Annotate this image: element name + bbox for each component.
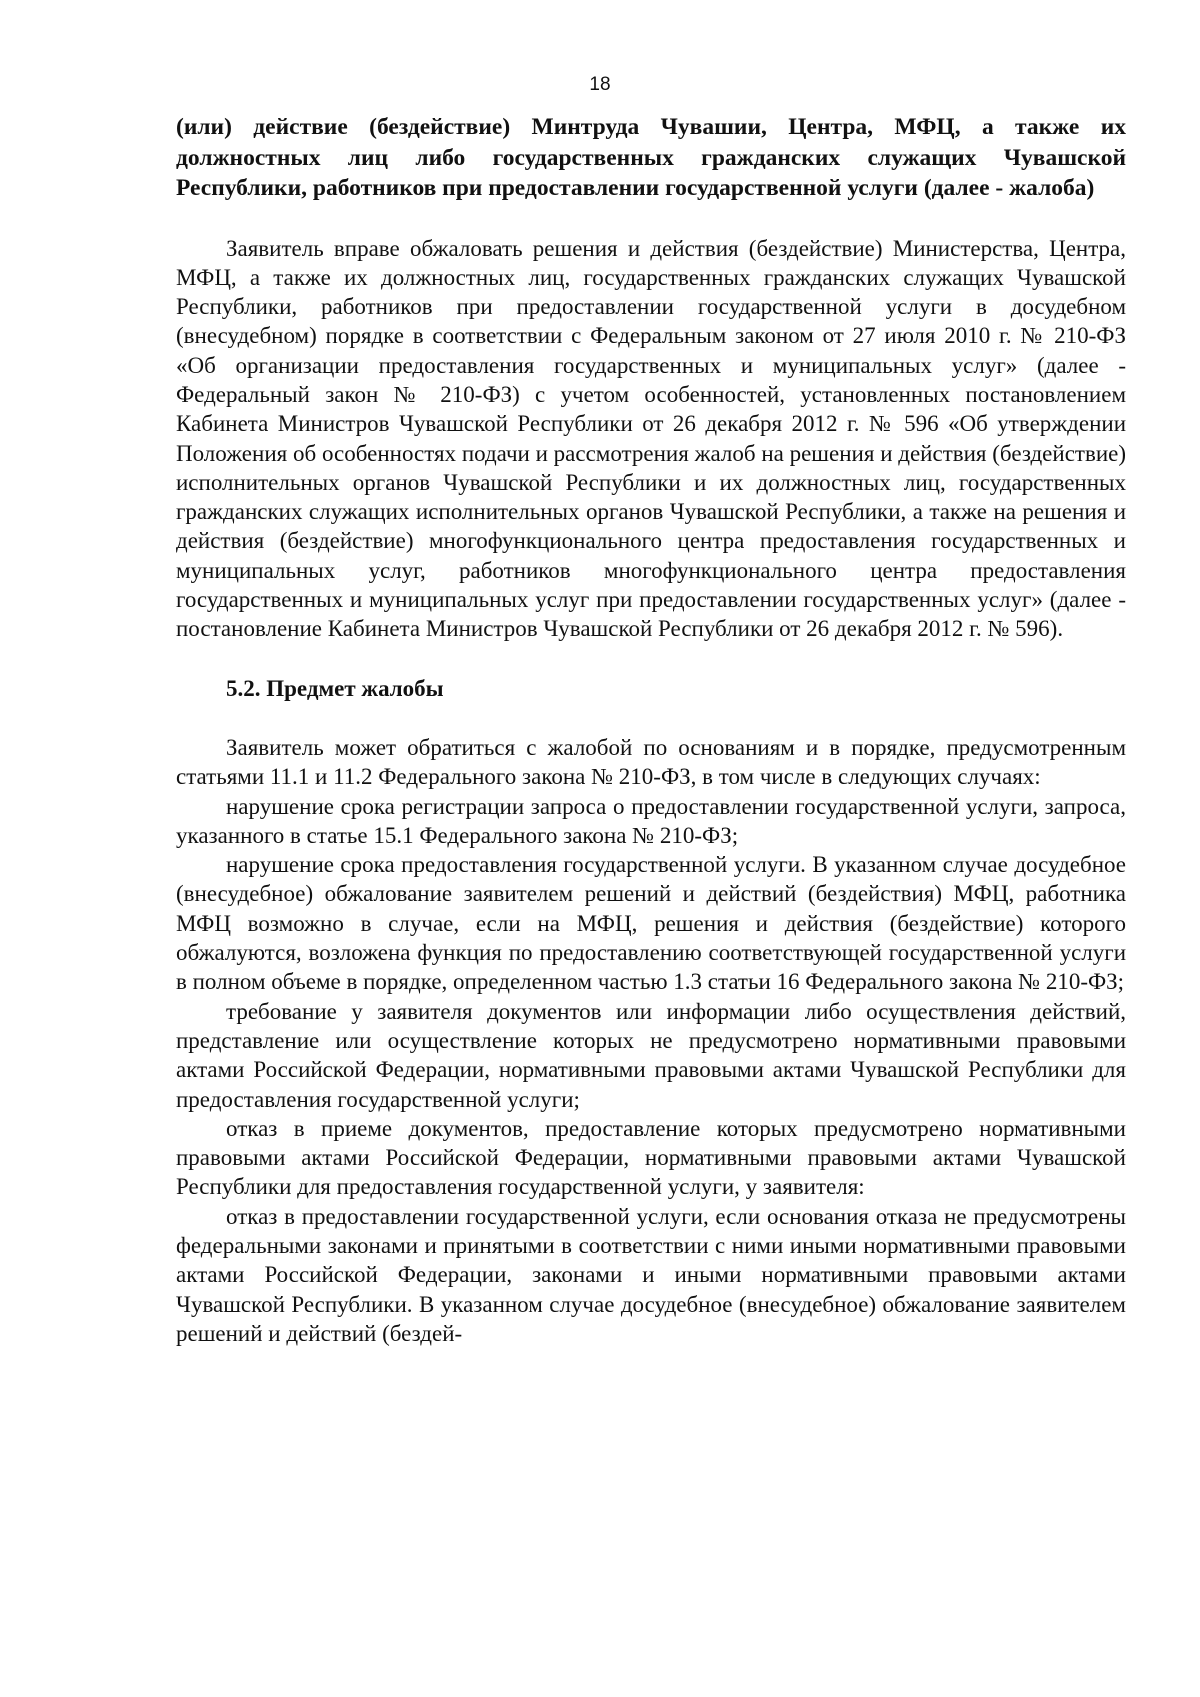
list-item: нарушение срока предоставления государственной услуги. В указанном случае досудебное (внесудебное) обжалование заявителем решений и действий (бездействия) МФЦ, работника МФЦ возможно в случае, если на МФЦ, решения и действия (бездействие) которого обжалуются, возложена функция по предоставлению соответствующей государственной услуги в полном объеме в порядке, определенном частью 1.3 статьи 16 Федерального закона № 210-ФЗ; — [176, 852, 1126, 995]
section-intro-paragraph: Заявитель может обратиться с жалобой по основаниям и в порядке, предусмотренным статьями 11.1 и 11.2 Федерального закона № 210-ФЗ, в том числе в следующих случаях: — [176, 734, 1126, 790]
list-item: нарушение срока регистрации запроса о предоставлении государственной услуги, запроса, указанного в статье 15.1 Федерального закона № 210-ФЗ; — [176, 793, 1126, 848]
intro-paragraph: Заявитель вправе обжаловать решения и действия (бездействие) Министерства, Центра, МФЦ, а также их должностных лиц, государственных гражданских служащих Чувашской Республики, работников при предоставлении государственной услуги в досудебном (внесудебном) порядке в соответствии с Федеральным законом от 27 июля 2010 г. № 210-ФЗ «Об организации предоставления государственных и муниципальных услуг» (далее - Федеральный закон № 210-ФЗ) с учетом особенностей, установленных постановлением Кабинета Министров Чувашской Республики от 26 декабря 2012 г. № 596 «Об утверждении Положения об особенностях подачи и рассмотрения жалоб на решения и действия (бездействие) исполнительных органов Чувашской Республики и их должностных лиц, государственных гражданских служащих исполнительных органов Чувашской Республики, а также на решения и действия (бездействие) многофункционального центра предоставления государственных и муниципальных услуг, работников многофункционального центра предоставления государственных и муниципальных услуг при предоставлении государственных услуг» (далее - постановление Кабинета Министров Чувашской Республики от 26 декабря 2012 г. № 596). — [176, 235, 1126, 642]
document-body — [176, 112, 1126, 1348]
section-title: 5.2. Предмет жалобы — [226, 675, 444, 701]
section-heading-continuation: (или) действие (бездействие) Минтруда Чувашии, Центра, МФЦ, а также их должностных лиц либо государственных гражданских служащих Чувашской Республики, работников при предоставлении государственной услуги (далее - жалоба) — [176, 114, 1126, 201]
list-item: отказ в приеме документов, предоставление которых предусмотрено нормативными правовыми актами Российской Федерации, нормативными правовыми актами Чувашской Республики для предоставления государственной услуги, у заявителя: — [176, 1115, 1126, 1200]
list-item: отказ в предоставлении государственной услуги, если основания отказа не предусмотрены федеральными законами и принятыми в соответствии с ними иными нормативными правовыми актами Российской Федерации, законами и иными нормативными правовыми актами Чувашской Республики. В указанном случае досудебное (внесудебное) обжалование заявителем решений и действий (бездей- — [176, 1203, 1126, 1346]
page-number: 18 — [589, 74, 611, 95]
list-item: требование у заявителя документов или информации либо осуществления действий, представление или осуществление которых не предусмотрено нормативными правовыми актами Российской Федерации, нормативными правовыми актами Чувашской Республики для предоставления государственной услуги; — [176, 998, 1126, 1112]
